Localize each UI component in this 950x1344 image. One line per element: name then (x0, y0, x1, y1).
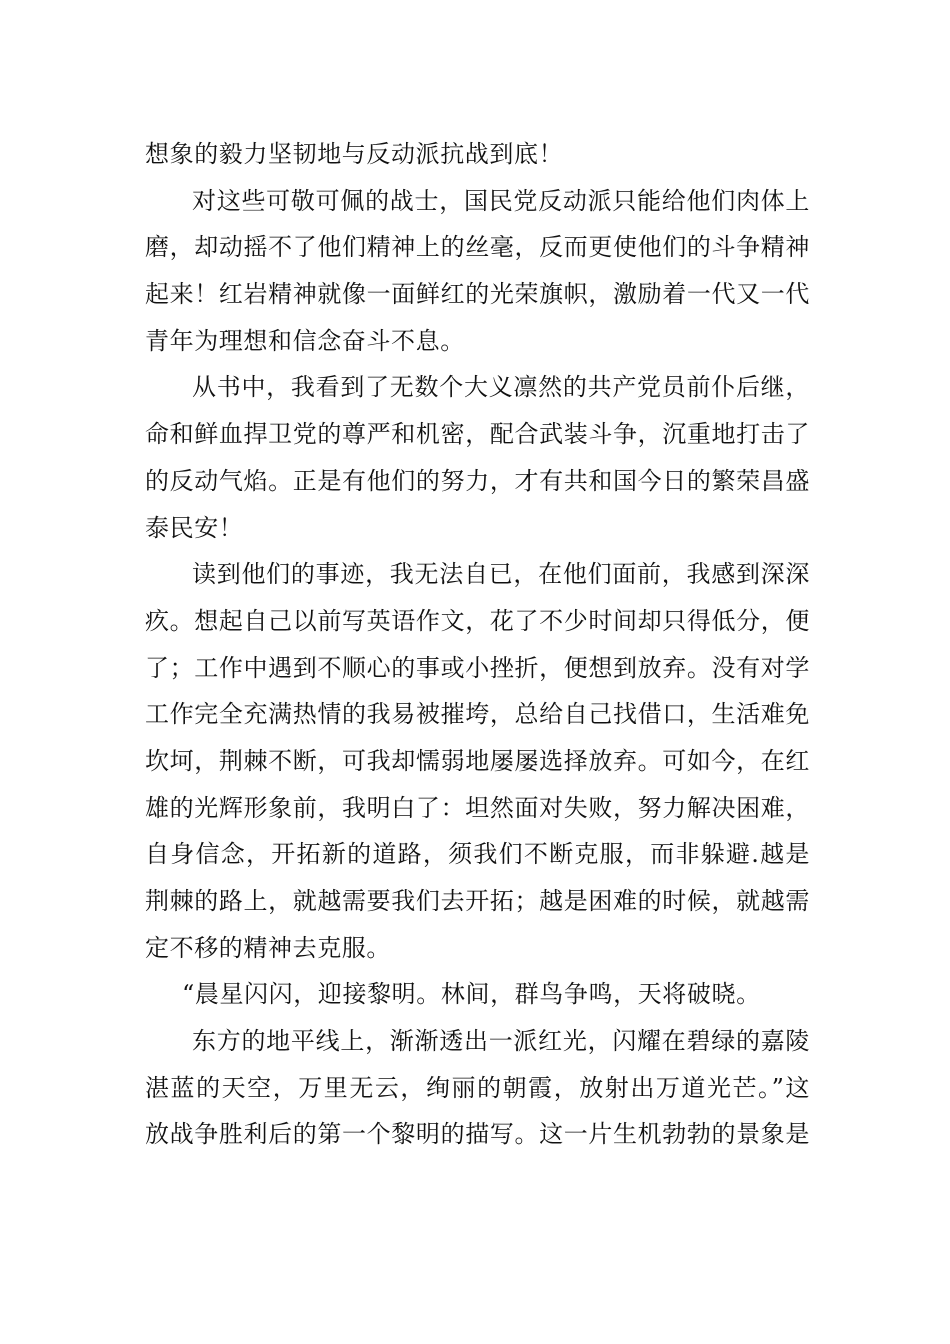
text-line: 放战争胜利后的第一个黎明的描写。这一片生机勃勃的景象是 (145, 1120, 810, 1149)
text-line: 磨，却动摇不了他们精神上的丝毫，反而更使他们的斗争精神 (145, 233, 810, 262)
text-line: 了；工作中遇到不顺心的事或小挫折，便想到放弃。没有对学 (145, 653, 810, 682)
text-line: 工作完全充满热情的我易被摧垮，总给自己找借口，生活难免 (145, 700, 810, 729)
text-line: 湛蓝的天空，万里无云，绚丽的朝霞，放射出万道光芒。”这 (145, 1073, 810, 1102)
text-line: 疚。想起自己以前写英语作文，花了不少时间却只得低分，便 (145, 606, 810, 635)
text-line: 从书中，我看到了无数个大义凛然的共产党员前仆后继， (192, 373, 810, 402)
text-line: “晨星闪闪，迎接黎明。林间，群鸟争鸣，天将破晓。 (182, 980, 761, 1009)
text-line: 东方的地平线上，渐渐透出一派红光，闪耀在碧绿的嘉陵 (192, 1027, 810, 1056)
text-line: 青年为理想和信念奋斗不息。 (145, 326, 465, 355)
text-line: 读到他们的事迹，我无法自已，在他们面前，我感到深深 (192, 560, 810, 589)
text-line: 对这些可敬可佩的战士，国民党反动派只能给他们肉体上 (192, 186, 810, 215)
text-line: 坎坷，荆棘不断，可我却懦弱地屡屡选择放弃。可如今，在红 (145, 746, 810, 775)
text-line: 荆棘的路上，就越需要我们去开拓；越是困难的时候，就越需 (145, 887, 810, 915)
text-line: 想象的毅力坚韧地与反动派抗战到底！ (145, 140, 564, 168)
text-line: 泰民安！ (145, 513, 244, 542)
text-line: 定不移的精神去克服。 (145, 933, 391, 962)
text-line: 的反动气焰。正是有他们的努力，才有共和国今日的繁荣昌盛 (145, 466, 810, 495)
text-line: 自身信念，开拓新的道路，须我们不断克服，而非躲避.越是 (145, 840, 810, 869)
text-line: 雄的光辉形象前，我明白了：坦然面对失败，努力解决困难， (145, 793, 810, 822)
text-line: 命和鲜血捍卫党的尊严和机密，配合武装斗争，沉重地打击了 (145, 420, 810, 449)
body-text (145, 131, 810, 1158)
text-line: 起来！红岩精神就像一面鲜红的光荣旗帜，激励着一代又一代 (145, 280, 810, 309)
